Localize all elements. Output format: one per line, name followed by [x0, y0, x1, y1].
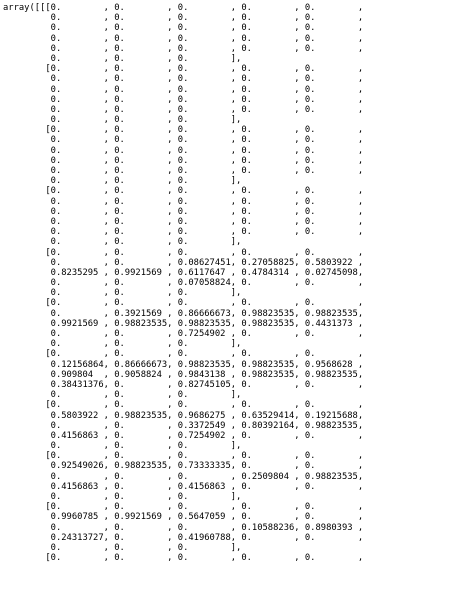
- output-line: [0. , 0. , 0. , 0. , 0. ,: [3, 186, 364, 197]
- output-line: 0. , 0. , 0. , 0. , 0. ,: [3, 94, 364, 105]
- output-line: 0. , 0. , 0.7254902 , 0. , 0. ,: [3, 329, 364, 339]
- output-line: 0. , 0. , 0. , 0. , 0. ,: [3, 43, 364, 54]
- output-line: 0. , 0. , 0. , 0. , 0. ,: [3, 84, 364, 95]
- output-line: 0. , 0. , 0. ],: [3, 492, 242, 502]
- output-line: 0. , 0. , 0. ],: [3, 441, 242, 452]
- output-line: 0.4156863 , 0. , 0.7254902 , 0. , 0. ,: [3, 430, 364, 441]
- output-line: 0. , 0. , 0. ],: [3, 288, 242, 299]
- output-line: 0.4156863 , 0. , 0.4156863 , 0. , 0. ,: [3, 481, 364, 492]
- output-line: 0. , 0. , 0.3372549 , 0.80392164, 0.98823535,: [3, 420, 364, 431]
- output-line: 0.909804 , 0.9058824 , 0.9843138 , 0.98823535, 0.98823535,: [3, 369, 364, 380]
- output-line: 0. , 0. , 0. , 0. , 0. ,: [3, 104, 364, 115]
- output-line: 0. , 0. , 0. ],: [3, 237, 242, 248]
- output-line: 0.92549026, 0.98823535, 0.73333335, 0. , 0. ,: [3, 461, 364, 472]
- output-line: [0. , 0. , 0. , 0. , 0. ,: [3, 502, 364, 513]
- output-line: 0. , 0. , 0. ],: [3, 115, 242, 126]
- output-line: 0. , 0. , 0. , 0. , 0. ,: [3, 135, 364, 146]
- output-line: 0. , 0. , 0. , 0. , 0. ,: [3, 13, 364, 24]
- output-line: 0. , 0. , 0. ],: [3, 176, 242, 187]
- output-line: [0. , 0. , 0. , 0. , 0. ,: [3, 247, 364, 258]
- output-line: [0. , 0. , 0. , 0. , 0. ,: [3, 349, 364, 360]
- output-line: [0. , 0. , 0. , 0. , 0. ,: [3, 298, 364, 309]
- output-line: [0. , 0. , 0. , 0. , 0. ,: [3, 451, 364, 462]
- output-line: 0.9921569 , 0.98823535, 0.98823535, 0.98823535, 0.4431373 ,: [3, 318, 364, 329]
- output-line: 0. , 0. , 0.08627451, 0.27058825, 0.5803922 ,: [3, 257, 364, 268]
- output-line: [0. , 0. , 0. , 0. , 0. ,: [3, 553, 364, 564]
- output-line: 0.24313727, 0. , 0.41960788, 0. , 0. ,: [3, 532, 364, 543]
- output-line: 0. , 0. , 0. ],: [3, 339, 242, 350]
- output-line: array([[[0. , 0. , 0. , 0. , 0. ,: [3, 3, 364, 13]
- output-line: 0.8235295 , 0.9921569 , 0.6117647 , 0.4784314 , 0.02745098,: [3, 267, 364, 278]
- output-line: 0. , 0. , 0. ],: [3, 390, 242, 401]
- output-line: 0. , 0. , 0. , 0. , 0. ,: [3, 74, 364, 85]
- output-line: 0.5803922 , 0.98823535, 0.9686275 , 0.63529414, 0.19215688,: [3, 410, 364, 421]
- output-line: [3, 574, 448, 584]
- output-line: [3, 594, 448, 604]
- output-line: [0. , 0. , 0. , 0. , 0. ,: [3, 125, 364, 136]
- output-line: 0. , 0. , 0. , 0. , 0. ,: [3, 227, 364, 238]
- output-line: 0. , 0. , 0. ],: [3, 53, 242, 64]
- output-line: 0. , 0. , 0. , 0. , 0. ,: [3, 23, 364, 34]
- output-line: [3, 584, 448, 594]
- output-line: 0. , 0. , 0.07058824, 0. , 0. ,: [3, 278, 364, 289]
- output-line: 0. , 0. , 0. , 0. , 0. ,: [3, 33, 364, 44]
- output-line: 0. , 0. , 0. , 0. , 0. ,: [3, 145, 364, 156]
- output-line: 0. , 0. , 0. , 0. , 0. ,: [3, 196, 364, 207]
- output-line: 0.9960785 , 0.9921569 , 0.5647059 , 0. , 0. ,: [3, 512, 364, 523]
- output-line: 0. , 0. , 0. , 0. , 0. ,: [3, 216, 364, 227]
- output-line: 0.12156864, 0.86666673, 0.98823535, 0.98823535, 0.9568628 ,: [3, 359, 364, 370]
- output-line: [0. , 0. , 0. , 0. , 0. ,: [3, 400, 364, 411]
- output-line: 0.38431376, 0. , 0.82745105, 0. , 0. ,: [3, 379, 364, 390]
- output-line: 0. , 0. , 0. , 0. , 0. ,: [3, 155, 364, 166]
- output-line: 0. , 0. , 0. , 0.2509804 , 0.98823535,: [3, 471, 364, 482]
- console-output: [3, 3, 448, 614]
- output-line: 0. , 0. , 0. , 0. , 0. ,: [3, 206, 364, 217]
- output-line: [0. , 0. , 0. , 0. , 0. ,: [3, 64, 364, 75]
- output-line: [3, 563, 448, 573]
- output-line: 0. , 0. , 0. , 0. , 0. ,: [3, 166, 364, 176]
- output-line: 0. , 0. , 0. , 0.10588236, 0.8980393 ,: [3, 522, 364, 533]
- output-line: [3, 604, 448, 614]
- output-line: 0. , 0.3921569 , 0.86666673, 0.98823535, 0.98823535,: [3, 308, 364, 319]
- output-line: 0. , 0. , 0. ],: [3, 542, 242, 553]
